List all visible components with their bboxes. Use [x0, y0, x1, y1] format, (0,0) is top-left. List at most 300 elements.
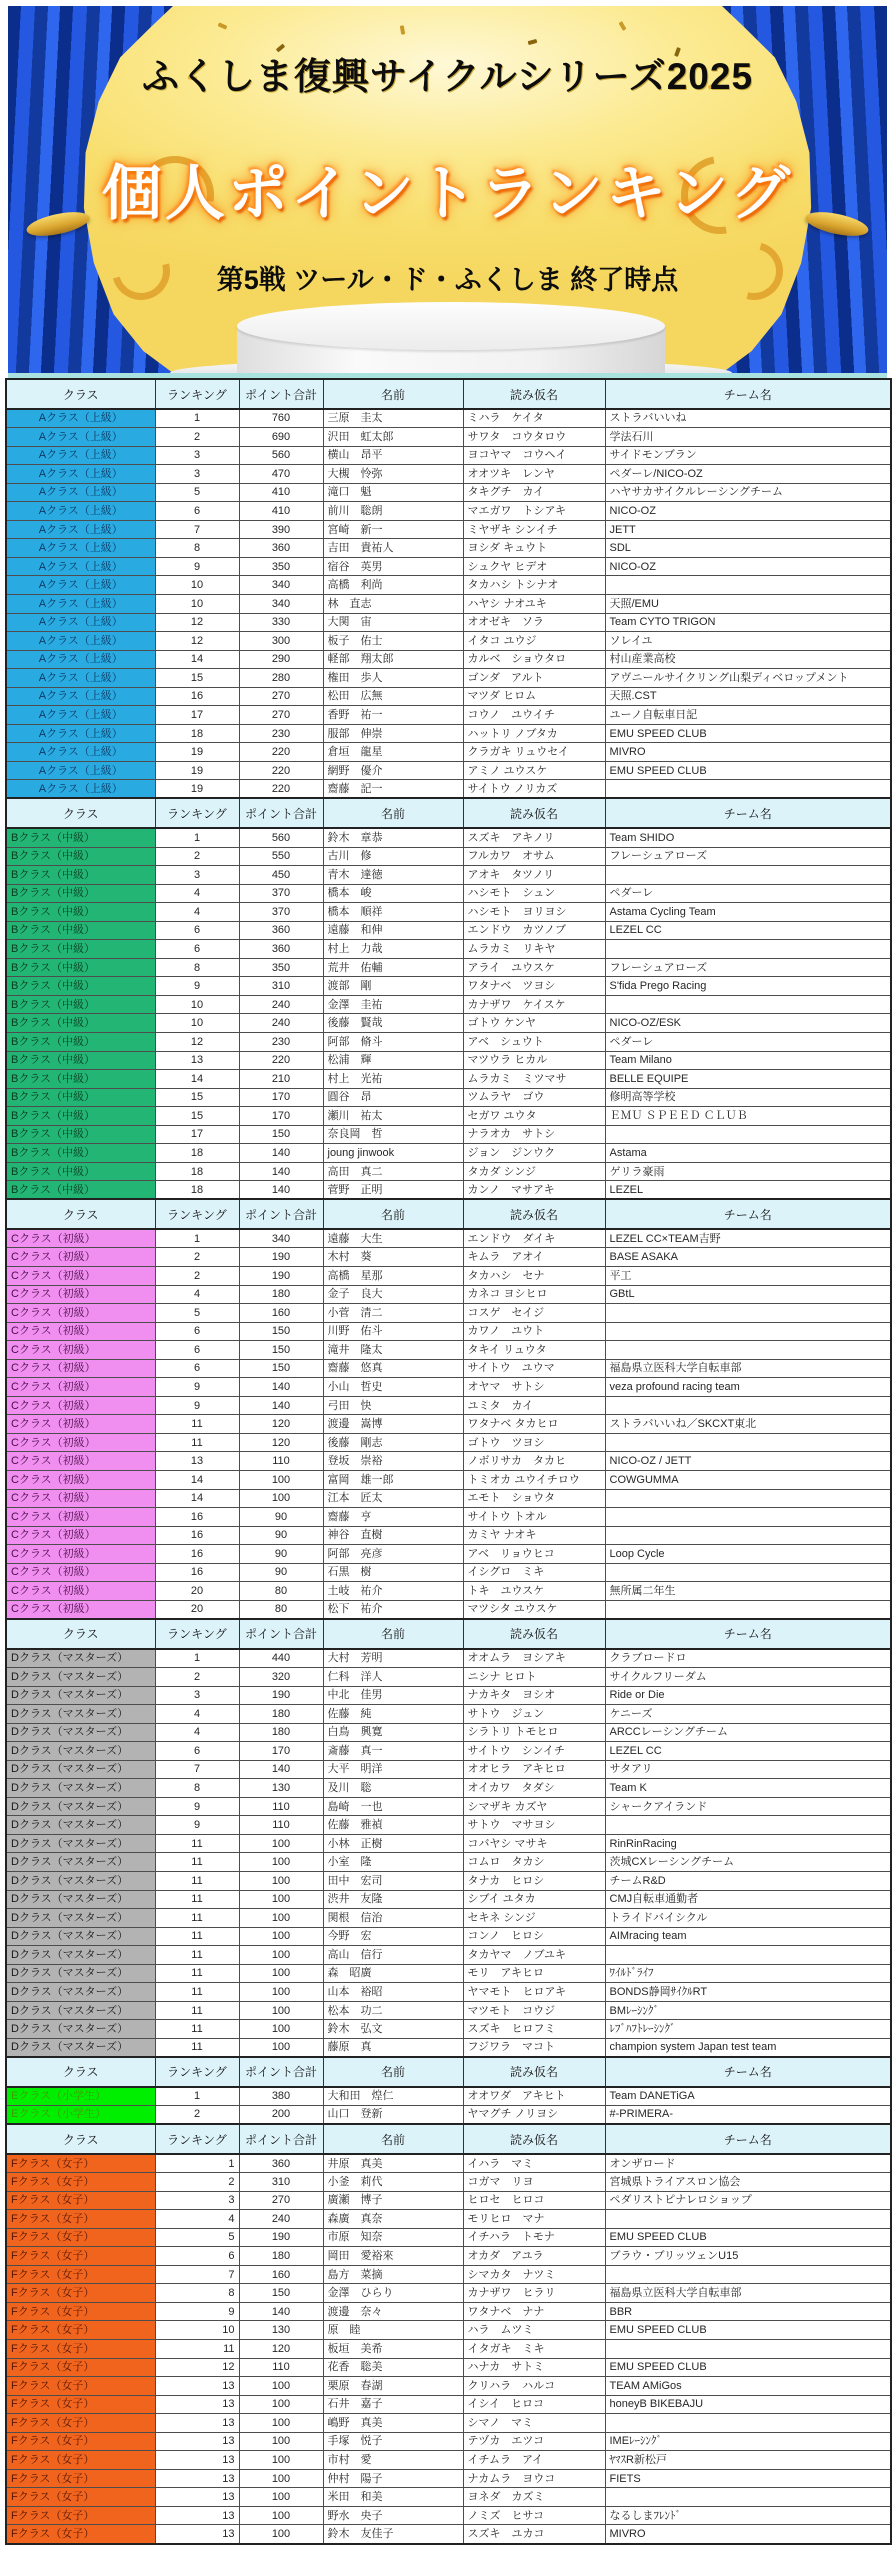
points-cell: 310 — [239, 2173, 323, 2192]
column-header-points: ポイント合計 — [239, 379, 323, 409]
points-cell: 450 — [239, 866, 323, 885]
team-cell: Astama — [605, 1144, 891, 1163]
team-cell: SDL — [605, 539, 891, 558]
column-header-team: チーム名 — [605, 1619, 891, 1649]
kana-cell: ヒロセ ヒロコ — [463, 2191, 605, 2210]
team-cell: Team SHIDO — [605, 828, 891, 847]
team-cell — [605, 2414, 891, 2433]
name-cell: 齋藤 亨 — [323, 1508, 463, 1527]
class-cell: Aクラス（上級） — [6, 409, 155, 428]
kana-cell: ナカムラ ヨウコ — [463, 2469, 605, 2488]
column-header-kana: 読み仮名 — [463, 1199, 605, 1229]
table-row — [6, 2020, 891, 2039]
points-cell: 410 — [239, 502, 323, 521]
points-cell: 760 — [239, 409, 323, 428]
kana-cell: コスゲ セイジ — [463, 1304, 605, 1323]
points-cell: 100 — [239, 2395, 323, 2414]
kana-cell: カンノ マサアキ — [463, 1181, 605, 1200]
class-cell: Cクラス（初級） — [6, 1378, 155, 1397]
table-row — [6, 2265, 891, 2284]
kana-cell: サイトウ ユウマ — [463, 1359, 605, 1378]
name-cell: 仲村 陽子 — [323, 2469, 463, 2488]
column-header-rank: ランキング — [155, 1619, 239, 1649]
class-cell: Cクラス（初級） — [6, 1359, 155, 1378]
points-cell: 340 — [239, 594, 323, 613]
team-cell: ケニーズ — [605, 1705, 891, 1724]
rank-cell: 20 — [155, 1582, 239, 1601]
team-cell: COWGUMMA — [605, 1471, 891, 1490]
class-cell: Bクラス（中級） — [6, 995, 155, 1014]
rank-cell: 13 — [155, 2488, 239, 2507]
table-row — [6, 1686, 891, 1705]
name-cell: 及川 聡 — [323, 1779, 463, 1798]
points-cell: 110 — [239, 2358, 323, 2377]
class-cell: Dクラス（マスターズ） — [6, 1927, 155, 1946]
team-cell: BONDS静岡ｻｲｸﾙRT — [605, 1983, 891, 2002]
rank-cell: 1 — [155, 2154, 239, 2173]
table-row — [6, 884, 891, 903]
team-cell: BBR — [605, 2302, 891, 2321]
rank-cell: 16 — [155, 1526, 239, 1545]
points-cell: 360 — [239, 921, 323, 940]
points-cell: 140 — [239, 1181, 323, 1200]
team-cell: ペダーレ/NICO-OZ — [605, 465, 891, 484]
points-cell: 140 — [239, 1760, 323, 1779]
name-cell: 田中 宏司 — [323, 1871, 463, 1890]
kana-cell: スズキ ヒロフミ — [463, 2020, 605, 2039]
rank-cell: 9 — [155, 1378, 239, 1397]
table-row — [6, 428, 891, 447]
table-row — [6, 576, 891, 595]
name-cell: 遠藤 和伸 — [323, 921, 463, 940]
table-row — [6, 1909, 891, 1928]
team-cell: シャークアイランド — [605, 1797, 891, 1816]
points-cell: 100 — [239, 1983, 323, 2002]
kana-cell: モリ アキヒロ — [463, 1964, 605, 1983]
kana-cell: ヤマグチ ノリヨシ — [463, 2105, 605, 2124]
table-row — [6, 780, 891, 799]
column-header-name: 名前 — [323, 1199, 463, 1229]
class-cell: Bクラス（中級） — [6, 903, 155, 922]
points-cell: 140 — [239, 1162, 323, 1181]
section-header-row — [6, 2124, 891, 2154]
kana-cell: ハラ ムツミ — [463, 2321, 605, 2340]
table-row — [6, 2414, 891, 2433]
team-cell: NICO-OZ — [605, 557, 891, 576]
rank-cell: 11 — [155, 1909, 239, 1928]
class-cell: Cクラス（初級） — [6, 1600, 155, 1619]
column-header-class: クラス — [6, 1619, 155, 1649]
rank-cell: 6 — [155, 2247, 239, 2266]
rank-cell: 11 — [155, 2340, 239, 2359]
class-cell: Aクラス（上級） — [6, 669, 155, 688]
table-row — [6, 847, 891, 866]
name-cell: 関根 信治 — [323, 1909, 463, 1928]
banner — [8, 6, 887, 378]
points-cell: 120 — [239, 1415, 323, 1434]
kana-cell: シマカタ ナツミ — [463, 2265, 605, 2284]
table-row — [6, 958, 891, 977]
kana-cell: クラガキ リュウセイ — [463, 743, 605, 762]
points-cell: 350 — [239, 958, 323, 977]
points-cell: 90 — [239, 1526, 323, 1545]
rank-cell: 4 — [155, 903, 239, 922]
kana-cell: ヨネダ カズミ — [463, 2488, 605, 2507]
class-cell: Aクラス（上級） — [6, 594, 155, 613]
rank-cell: 14 — [155, 1471, 239, 1490]
class-cell: Cクラス（初級） — [6, 1248, 155, 1267]
table-row — [6, 613, 891, 632]
points-cell: 80 — [239, 1582, 323, 1601]
table-row — [6, 1341, 891, 1360]
class-cell: Fクラス（女子） — [6, 2488, 155, 2507]
class-cell: Cクラス（初級） — [6, 1545, 155, 1564]
rank-cell: 10 — [155, 1014, 239, 1033]
kana-cell: ユミタ カイ — [463, 1396, 605, 1415]
column-header-class: クラス — [6, 379, 155, 409]
name-cell: 松田 広無 — [323, 687, 463, 706]
name-cell: 大和田 煌仁 — [323, 2087, 463, 2106]
name-cell: 村上 光祐 — [323, 1070, 463, 1089]
rank-cell: 5 — [155, 483, 239, 502]
class-cell: Aクラス（上級） — [6, 780, 155, 799]
table-row — [6, 1563, 891, 1582]
kana-cell: ミハラ ケイタ — [463, 409, 605, 428]
class-cell: Aクラス（上級） — [6, 632, 155, 651]
kana-cell: コバヤシ マサキ — [463, 1834, 605, 1853]
kana-cell: タキイ リュウタ — [463, 1341, 605, 1360]
kana-cell: コムロ タカシ — [463, 1853, 605, 1872]
class-cell: Bクラス（中級） — [6, 921, 155, 940]
points-cell: 360 — [239, 539, 323, 558]
team-cell — [605, 2340, 891, 2359]
name-cell: 島崎 一也 — [323, 1797, 463, 1816]
kana-cell: オカダ アユラ — [463, 2247, 605, 2266]
kana-cell: カネコ ヨシヒロ — [463, 1285, 605, 1304]
rank-cell: 11 — [155, 2020, 239, 2039]
team-cell: LEZEL CC — [605, 921, 891, 940]
rank-cell: 9 — [155, 2302, 239, 2321]
rank-cell: 11 — [155, 1964, 239, 1983]
team-cell: ペダリストピナレロショップ — [605, 2191, 891, 2210]
table-row — [6, 2432, 891, 2451]
team-cell — [605, 1125, 891, 1144]
kana-cell: コンノ ヒロシ — [463, 1927, 605, 1946]
team-cell: ペダーレ — [605, 1033, 891, 1052]
name-cell: 圓谷 昂 — [323, 1088, 463, 1107]
points-cell: 100 — [239, 2377, 323, 2396]
name-cell: 井原 真美 — [323, 2154, 463, 2173]
name-cell: 森廣 真奈 — [323, 2210, 463, 2229]
kana-cell: イタガキ ミキ — [463, 2340, 605, 2359]
kana-cell: ゴンダ アルト — [463, 669, 605, 688]
table-row — [6, 1088, 891, 1107]
points-cell: 120 — [239, 2340, 323, 2359]
kana-cell: エンドウ ダイキ — [463, 1229, 605, 1248]
ranking-table-body — [6, 379, 891, 2544]
rank-cell: 5 — [155, 2228, 239, 2247]
kana-cell: シラトリ トモヒロ — [463, 1723, 605, 1742]
table-row — [6, 2488, 891, 2507]
kana-cell: タカハシ セナ — [463, 1267, 605, 1286]
team-cell: EMU SPEED CLUB — [605, 2228, 891, 2247]
kana-cell: マエガワ トシアキ — [463, 502, 605, 521]
class-cell: Fクラス（女子） — [6, 2154, 155, 2173]
points-cell: 240 — [239, 2210, 323, 2229]
table-row — [6, 2038, 891, 2057]
class-cell: Dクラス（マスターズ） — [6, 1853, 155, 1872]
table-row — [6, 903, 891, 922]
points-cell: 140 — [239, 1144, 323, 1163]
name-cell: 松本 功二 — [323, 2001, 463, 2020]
name-cell: 白鳥 興寛 — [323, 1723, 463, 1742]
kana-cell: ワタナベ ツヨシ — [463, 977, 605, 996]
kana-cell: サイトウ ノリカズ — [463, 780, 605, 799]
name-cell: 佐藤 純 — [323, 1705, 463, 1724]
team-cell: ブラウ・ブリッツェンU15 — [605, 2247, 891, 2266]
rank-cell: 11 — [155, 1871, 239, 1890]
class-cell: Dクラス（マスターズ） — [6, 2020, 155, 2039]
class-cell: Cクラス（初級） — [6, 1322, 155, 1341]
points-cell: 100 — [239, 1964, 323, 1983]
team-cell: Team Milano — [605, 1051, 891, 1070]
rank-cell: 4 — [155, 1285, 239, 1304]
name-cell: 石井 嘉子 — [323, 2395, 463, 2414]
rank-cell: 19 — [155, 780, 239, 799]
column-header-kana: 読み仮名 — [463, 798, 605, 828]
team-cell: オンザロード — [605, 2154, 891, 2173]
team-cell — [605, 1304, 891, 1323]
points-cell: 160 — [239, 2265, 323, 2284]
points-cell: 390 — [239, 520, 323, 539]
points-cell: 200 — [239, 2105, 323, 2124]
kana-cell: サトウ マサヨシ — [463, 1816, 605, 1835]
points-cell: 180 — [239, 1705, 323, 1724]
table-row — [6, 2001, 891, 2020]
rank-cell: 8 — [155, 539, 239, 558]
name-cell: 小林 正樹 — [323, 1834, 463, 1853]
class-cell: Bクラス（中級） — [6, 1033, 155, 1052]
name-cell: 渋井 友隆 — [323, 1890, 463, 1909]
points-cell: 140 — [239, 1396, 323, 1415]
team-cell — [605, 1563, 891, 1582]
table-row — [6, 2395, 891, 2414]
rank-cell: 1 — [155, 1649, 239, 1668]
kana-cell: アミノ ユウスケ — [463, 761, 605, 780]
ranking-table — [5, 378, 892, 2545]
points-cell: 170 — [239, 1088, 323, 1107]
class-cell: Fクラス（女子） — [6, 2265, 155, 2284]
table-row — [6, 1964, 891, 1983]
rank-cell: 11 — [155, 1946, 239, 1965]
team-cell: ストラバいいね／SKCXT東北 — [605, 1415, 891, 1434]
class-cell: Dクラス（マスターズ） — [6, 1946, 155, 1965]
kana-cell: オオムラ ヨシアキ — [463, 1649, 605, 1668]
rank-cell: 11 — [155, 1927, 239, 1946]
table-row — [6, 465, 891, 484]
kana-cell: アライ ユウスケ — [463, 958, 605, 977]
points-cell: 440 — [239, 1649, 323, 1668]
team-cell: チームR&D — [605, 1871, 891, 1890]
class-cell: Cクラス（初級） — [6, 1489, 155, 1508]
table-row — [6, 2525, 891, 2544]
name-cell: 軽部 翔太郎 — [323, 650, 463, 669]
points-cell: 160 — [239, 1304, 323, 1323]
team-cell: ゲリラ豪雨 — [605, 1162, 891, 1181]
class-cell: Fクラス（女子） — [6, 2414, 155, 2433]
rank-cell: 14 — [155, 650, 239, 669]
team-cell — [605, 1508, 891, 1527]
rank-cell: 11 — [155, 1433, 239, 1452]
column-header-kana: 読み仮名 — [463, 2124, 605, 2154]
class-cell: Aクラス（上級） — [6, 743, 155, 762]
name-cell: 小室 隆 — [323, 1853, 463, 1872]
table-row — [6, 995, 891, 1014]
rank-cell: 12 — [155, 1033, 239, 1052]
name-cell: 斎藤 真一 — [323, 1742, 463, 1761]
table-row — [6, 2321, 891, 2340]
name-cell: 菅野 正明 — [323, 1181, 463, 1200]
class-cell: Dクラス（マスターズ） — [6, 1649, 155, 1668]
points-cell: 220 — [239, 1051, 323, 1070]
class-cell: Bクラス（中級） — [6, 940, 155, 959]
class-cell: Dクラス（マスターズ） — [6, 1686, 155, 1705]
table-row — [6, 2228, 891, 2247]
name-cell: 金澤 圭祐 — [323, 995, 463, 1014]
kana-cell: ニシナ ヒロト — [463, 1667, 605, 1686]
team-cell: NICO-OZ / JETT — [605, 1452, 891, 1471]
rank-cell: 9 — [155, 1816, 239, 1835]
name-cell: 市原 知奈 — [323, 2228, 463, 2247]
class-cell: Dクラス（マスターズ） — [6, 2001, 155, 2020]
team-cell: ﾚﾌﾞﾊﾌﾄﾚｰｼﾝｸﾞ — [605, 2020, 891, 2039]
rank-cell: 2 — [155, 428, 239, 447]
kana-cell: ツムラヤ ゴウ — [463, 1088, 605, 1107]
class-cell: Bクラス（中級） — [6, 1181, 155, 1200]
points-cell: 220 — [239, 761, 323, 780]
class-cell: Fクラス（女子） — [6, 2469, 155, 2488]
points-cell: 190 — [239, 2228, 323, 2247]
class-cell: Aクラス（上級） — [6, 557, 155, 576]
table-row — [6, 2506, 891, 2525]
points-cell: 310 — [239, 977, 323, 996]
table-row — [6, 483, 891, 502]
table-row — [6, 1946, 891, 1965]
kana-cell: エンドウ カツノブ — [463, 921, 605, 940]
class-cell: Fクラス（女子） — [6, 2173, 155, 2192]
class-cell: Fクラス（女子） — [6, 2210, 155, 2229]
rank-cell: 3 — [155, 866, 239, 885]
name-cell: 鈴木 章恭 — [323, 828, 463, 847]
class-cell: Fクラス（女子） — [6, 2321, 155, 2340]
table-row — [6, 706, 891, 725]
team-cell: BMﾚｰｼﾝｸﾞ — [605, 2001, 891, 2020]
kana-cell: フルカワ オサム — [463, 847, 605, 866]
kana-cell: カルベ ショウタロ — [463, 650, 605, 669]
class-cell: Dクラス（マスターズ） — [6, 1890, 155, 1909]
rank-cell: 20 — [155, 1600, 239, 1619]
page — [0, 6, 895, 2566]
kana-cell: イチムラ アイ — [463, 2451, 605, 2470]
team-cell: #-PRIMERA- — [605, 2105, 891, 2124]
rank-cell: 13 — [155, 2451, 239, 2470]
points-cell: 100 — [239, 2451, 323, 2470]
rank-cell: 10 — [155, 576, 239, 595]
name-cell: 小菅 清二 — [323, 1304, 463, 1323]
name-cell: 三原 圭太 — [323, 409, 463, 428]
rank-cell: 19 — [155, 761, 239, 780]
rank-cell: 16 — [155, 1508, 239, 1527]
class-cell: Cクラス（初級） — [6, 1508, 155, 1527]
table-row — [6, 2358, 891, 2377]
rank-cell: 1 — [155, 409, 239, 428]
table-row — [6, 1433, 891, 1452]
section-header-row — [6, 1199, 891, 1229]
team-cell: RinRinRacing — [605, 1834, 891, 1853]
rank-cell: 16 — [155, 1545, 239, 1564]
table-row — [6, 1508, 891, 1527]
points-cell: 100 — [239, 1834, 323, 1853]
name-cell: 仁科 洋人 — [323, 1667, 463, 1686]
points-cell: 90 — [239, 1563, 323, 1582]
rank-cell: 19 — [155, 743, 239, 762]
rank-cell: 4 — [155, 884, 239, 903]
name-cell: 米田 和美 — [323, 2488, 463, 2507]
kana-cell: キムラ アオイ — [463, 1248, 605, 1267]
name-cell: 遠藤 大生 — [323, 1229, 463, 1248]
rank-cell: 9 — [155, 977, 239, 996]
kana-cell: スズキ アキノリ — [463, 828, 605, 847]
table-row — [6, 1853, 891, 1872]
rank-cell: 4 — [155, 2210, 239, 2229]
points-cell: 360 — [239, 2154, 323, 2173]
column-header-points: ポイント合計 — [239, 2124, 323, 2154]
name-cell: 松浦 輝 — [323, 1051, 463, 1070]
kana-cell: ワタナベ ナナ — [463, 2302, 605, 2321]
points-cell: 300 — [239, 632, 323, 651]
team-cell — [605, 2265, 891, 2284]
points-cell: 230 — [239, 724, 323, 743]
class-cell: Dクラス（マスターズ） — [6, 1705, 155, 1724]
class-cell: Fクラス（女子） — [6, 2284, 155, 2303]
name-cell: 今野 宏 — [323, 1927, 463, 1946]
team-cell: MIVRO — [605, 743, 891, 762]
name-cell: 佐藤 雅禎 — [323, 1816, 463, 1835]
name-cell: 森 昭廣 — [323, 1964, 463, 1983]
table-row — [6, 1779, 891, 1798]
team-cell: JETT — [605, 520, 891, 539]
class-cell: Aクラス（上級） — [6, 576, 155, 595]
name-cell: 小釜 莉代 — [323, 2173, 463, 2192]
kana-cell: カワノ ユウト — [463, 1322, 605, 1341]
name-cell: 前川 聡朗 — [323, 502, 463, 521]
name-cell: 渡部 剛 — [323, 977, 463, 996]
kana-cell: ミヤザキ シンイチ — [463, 520, 605, 539]
name-cell: 山口 登新 — [323, 2105, 463, 2124]
kana-cell: コウノ ユウイチ — [463, 706, 605, 725]
kana-cell: ナラオカ サトシ — [463, 1125, 605, 1144]
rank-cell: 8 — [155, 2284, 239, 2303]
name-cell: 後藤 賢哉 — [323, 1014, 463, 1033]
name-cell: 市村 愛 — [323, 2451, 463, 2470]
rank-cell: 4 — [155, 1723, 239, 1742]
table-row — [6, 1162, 891, 1181]
team-cell: ストラバいいね — [605, 409, 891, 428]
table-row — [6, 1033, 891, 1052]
table-row — [6, 446, 891, 465]
name-cell: 滝口 魁 — [323, 483, 463, 502]
team-cell: EMU SPEED CLUB — [605, 724, 891, 743]
